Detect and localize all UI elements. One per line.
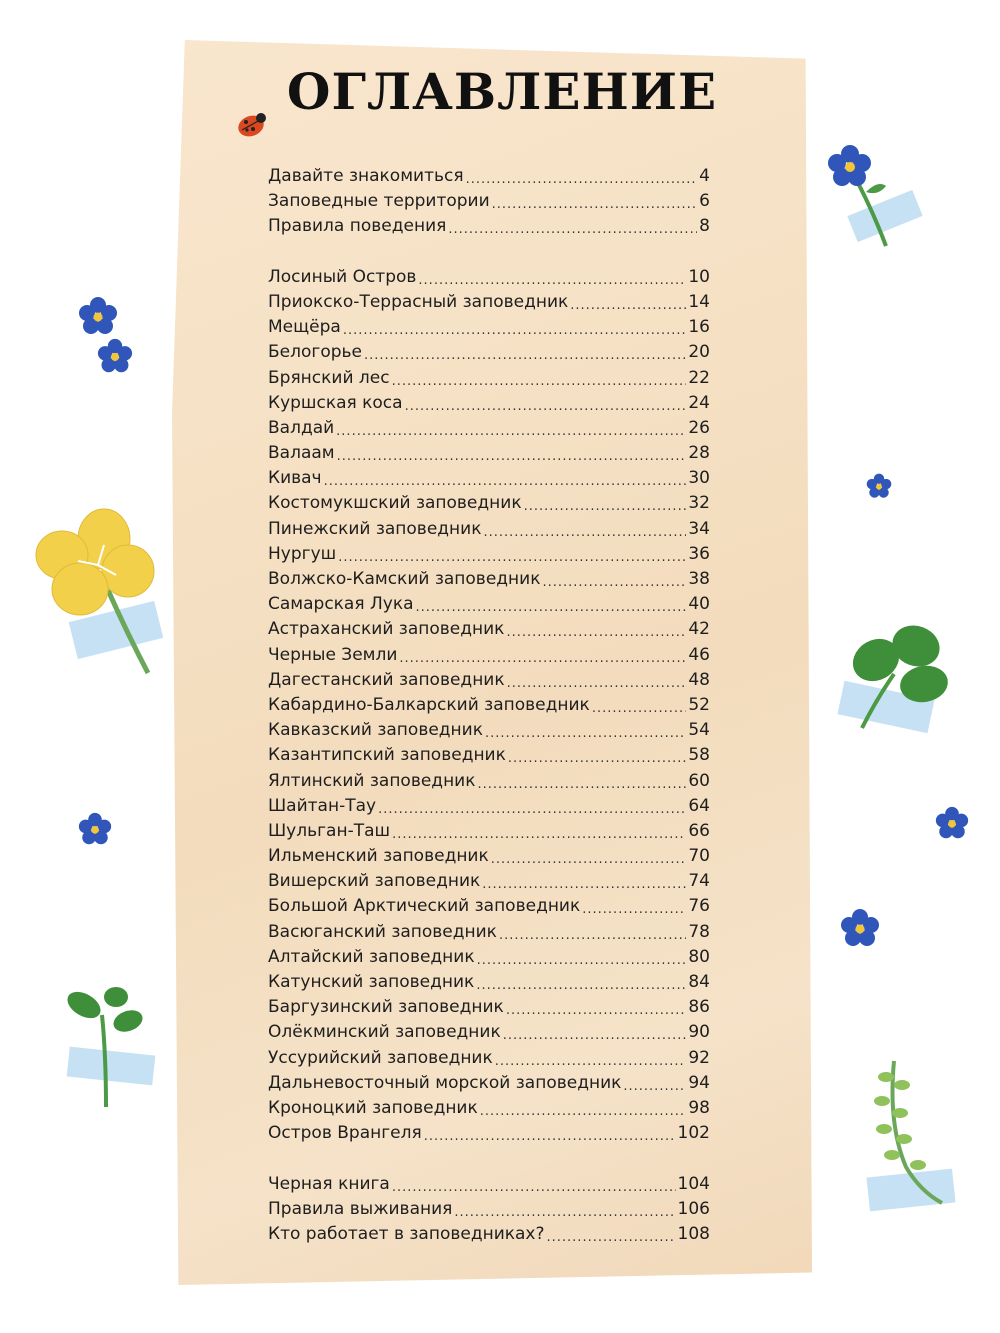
dot-leader [524, 500, 687, 517]
dot-leader [506, 1004, 687, 1021]
toc-entry-title: Алтайский заповедник [268, 946, 475, 967]
toc-entry-title: Шайтан-Тау [268, 795, 377, 816]
toc-entry-title: Мещёра [268, 317, 341, 338]
toc-entry-title: Заповедные территории [268, 191, 490, 212]
dot-leader [392, 828, 686, 845]
toc-entry[interactable] [268, 1123, 710, 1148]
toc-entry-title: Астраханский заповедник [268, 619, 505, 640]
dot-leader [343, 324, 687, 341]
dot-leader [485, 727, 686, 744]
toc-entry-page: 84 [688, 972, 710, 992]
toc-entry[interactable] [268, 720, 710, 745]
toc-entry[interactable] [268, 1199, 710, 1224]
dot-leader [506, 626, 686, 643]
toc-entry-title: Шульган-Таш [268, 820, 391, 841]
dot-leader [476, 979, 686, 996]
toc-entry[interactable] [268, 1048, 710, 1073]
toc-entry-title: Олёкминский заповедник [268, 1022, 501, 1043]
toc-entry-page: 90 [688, 1022, 710, 1043]
dot-leader [416, 601, 687, 618]
toc-entry-page: 74 [688, 871, 710, 892]
toc-entry-page: 36 [688, 543, 710, 564]
toc-entry-page: 92 [688, 1047, 710, 1068]
toc-entry-title: Васюганский заповедник [268, 921, 497, 942]
toc-entry-page: 28 [688, 443, 710, 464]
toc-entry-page: 104 [677, 1173, 710, 1194]
toc-entry[interactable] [268, 594, 710, 619]
dot-leader [492, 198, 698, 215]
page-title: ОГЛАВЛЕНИЕ [286, 62, 718, 121]
toc-entry-page: 94 [688, 1072, 710, 1093]
dot-leader [570, 299, 686, 316]
forget-me-not-stem-icon [822, 142, 926, 252]
section-gap [268, 1148, 710, 1173]
forget-me-not-icon [78, 296, 118, 336]
toc-entry[interactable] [268, 292, 710, 317]
dot-leader [542, 576, 686, 593]
dot-leader [482, 878, 686, 895]
toc-entry-page: 108 [677, 1223, 710, 1244]
toc-entry[interactable] [268, 393, 710, 418]
toc-entry-page: 64 [688, 795, 710, 816]
toc-entry-title: Катунский заповедник [268, 972, 475, 992]
toc-entry-title: Остров Врангеля [268, 1123, 422, 1144]
forget-me-not-icon [866, 472, 892, 500]
toc-entry[interactable] [268, 896, 710, 921]
toc-entry-title: Баргузинский заповедник [268, 997, 504, 1018]
toc-entry-page: 48 [688, 669, 710, 690]
toc-entry-page: 14 [688, 291, 710, 312]
toc-entry-title: Кавказский заповедник [268, 720, 483, 741]
toc-entry-page: 38 [688, 569, 710, 589]
toc-entry-page: 32 [688, 493, 710, 514]
toc-entry[interactable] [268, 493, 710, 518]
toc-entry-page: 42 [688, 619, 710, 640]
toc-entry-title: Дальневосточный морской заповедник [268, 1072, 622, 1093]
toc-entry[interactable] [268, 619, 710, 644]
table-of-contents [268, 166, 710, 1249]
toc-entry[interactable] [268, 972, 710, 997]
toc-entry-page: 6 [699, 191, 710, 212]
toc-entry-title: Правила поведения [268, 216, 447, 237]
toc-entry-title: Приокско-Террасный заповедник [268, 291, 569, 312]
toc-entry[interactable] [268, 468, 710, 493]
dot-leader [405, 400, 687, 417]
toc-entry-page: 76 [688, 896, 710, 917]
dot-leader [477, 954, 687, 971]
toc-entry-page: 80 [688, 946, 710, 967]
toc-entry-title: Давайте знакомиться [268, 166, 464, 186]
toc-entry-page: 52 [688, 694, 710, 715]
toc-entry-title: Пинежский заповедник [268, 518, 482, 539]
toc-entry-page: 22 [688, 367, 710, 388]
dot-leader [424, 1130, 676, 1147]
toc-entry[interactable] [268, 821, 710, 846]
toc-entry-page: 106 [677, 1198, 710, 1219]
toc-entry[interactable] [268, 745, 710, 770]
dot-leader [454, 1206, 675, 1223]
dot-leader [336, 425, 686, 442]
toc-entry[interactable] [268, 670, 710, 695]
toc-entry-title: Черные Земли [268, 644, 398, 665]
dot-leader [466, 173, 698, 190]
forget-me-not-icon [840, 908, 880, 948]
dot-leader [324, 475, 687, 492]
dot-leader [338, 551, 686, 568]
toc-entry-page: 16 [688, 317, 710, 338]
tape-icon [847, 190, 922, 242]
toc-entry[interactable] [268, 1174, 710, 1199]
toc-entry[interactable] [268, 1224, 710, 1249]
toc-entry-title: Большой Арктический заповедник [268, 896, 581, 917]
dot-leader [392, 375, 687, 392]
toc-entry[interactable] [268, 317, 710, 342]
dot-leader [582, 903, 686, 920]
toc-entry-title: Нургуш [268, 543, 337, 564]
toc-entry-title: Ильменский заповедник [268, 846, 489, 867]
forget-me-not-icon [935, 804, 969, 842]
toc-entry-title: Костомукшский заповедник [268, 493, 522, 514]
toc-entry[interactable] [268, 569, 710, 594]
section-gap [268, 242, 710, 267]
forget-me-not-icon [78, 811, 112, 847]
dot-leader [547, 1231, 676, 1248]
buttercup-icon [28, 505, 163, 680]
toc-entry[interactable] [268, 267, 710, 292]
sprout-icon [58, 985, 158, 1110]
toc-entry[interactable] [268, 166, 710, 191]
toc-entry-page: 70 [688, 846, 710, 867]
toc-entry-title: Ялтинский заповедник [268, 770, 476, 791]
toc-entry-title: Вишерский заповедник [268, 871, 481, 892]
twig-icon [858, 1055, 958, 1225]
toc-entry[interactable] [268, 695, 710, 720]
toc-entry-title: Кроноцкий заповедник [268, 1097, 478, 1118]
toc-entry-page: 86 [688, 997, 710, 1018]
toc-entry[interactable] [268, 796, 710, 821]
toc-entry-page: 98 [688, 1097, 710, 1118]
toc-entry-page: 4 [699, 166, 710, 186]
toc-entry[interactable] [268, 216, 710, 241]
clover-icon [832, 612, 962, 737]
toc-entry-title: Правила выживания [268, 1198, 453, 1219]
dot-leader [592, 702, 687, 719]
toc-entry[interactable] [268, 191, 710, 216]
toc-entry-page: 54 [688, 720, 710, 741]
toc-entry-title: Волжско-Камский заповедник [268, 569, 541, 589]
dot-leader [507, 677, 687, 694]
toc-entry-title: Кто работает в заповедниках? [268, 1223, 545, 1244]
dot-leader [480, 1105, 687, 1122]
toc-entry-page: 46 [688, 644, 710, 665]
toc-entry[interactable] [268, 771, 710, 796]
toc-entry[interactable] [268, 368, 710, 393]
toc-entry-page: 26 [688, 417, 710, 438]
toc-entry[interactable] [268, 1098, 710, 1123]
toc-entry[interactable] [268, 443, 710, 468]
toc-entry[interactable] [268, 418, 710, 443]
toc-entry-title: Валдай [268, 417, 335, 438]
dot-leader [623, 1080, 686, 1097]
toc-entry-title: Белогорье [268, 342, 362, 363]
toc-entry[interactable] [268, 1073, 710, 1098]
toc-entry[interactable] [268, 846, 710, 871]
toc-entry[interactable] [268, 997, 710, 1022]
dot-leader [448, 223, 697, 240]
toc-entry[interactable] [268, 544, 710, 569]
toc-entry-page: 34 [688, 518, 710, 539]
toc-entry[interactable] [268, 922, 710, 947]
toc-entry-title: Валаам [268, 443, 335, 464]
toc-entry[interactable] [268, 645, 710, 670]
toc-entry-page: 40 [688, 594, 710, 615]
dot-leader [483, 526, 686, 543]
toc-entry-page: 60 [688, 770, 710, 791]
toc-entry-page: 102 [677, 1123, 710, 1144]
toc-entry-page: 20 [688, 342, 710, 363]
toc-entry-title: Лосиный Остров [268, 266, 417, 287]
toc-entry-title: Кивач [268, 468, 322, 489]
dot-leader [392, 1181, 676, 1198]
dot-leader [337, 450, 687, 467]
toc-entry-title: Уссурийский заповедник [268, 1047, 493, 1068]
toc-entry[interactable] [268, 871, 710, 896]
dot-leader [399, 652, 686, 669]
dot-leader [508, 752, 686, 769]
toc-entry[interactable] [268, 1022, 710, 1047]
toc-entry-page: 78 [688, 921, 710, 942]
toc-entry-title: Черная книга [268, 1173, 390, 1194]
toc-entry[interactable] [268, 342, 710, 367]
dot-leader [491, 853, 687, 870]
dot-leader [478, 778, 687, 795]
dot-leader [503, 1029, 687, 1046]
toc-entry-title: Дагестанский заповедник [268, 669, 505, 690]
toc-entry-page: 30 [688, 468, 710, 489]
dot-leader [364, 349, 686, 366]
forget-me-not-icon [97, 336, 133, 376]
toc-entry-page: 10 [688, 266, 710, 287]
toc-entry-page: 8 [699, 216, 710, 237]
dot-leader [378, 803, 686, 820]
toc-entry-page: 66 [688, 820, 710, 841]
tape-icon [67, 1047, 156, 1086]
dot-leader [418, 274, 686, 291]
toc-entry-title: Казантипский заповедник [268, 745, 506, 766]
toc-entry-title: Брянский лес [268, 367, 390, 388]
toc-entry[interactable] [268, 947, 710, 972]
dot-leader [495, 1055, 687, 1072]
ladybug-icon [233, 110, 269, 138]
toc-entry-page: 58 [688, 745, 710, 766]
toc-entry-title: Кабардино-Балкарский заповедник [268, 694, 590, 715]
dot-leader [499, 929, 686, 946]
toc-entry[interactable] [268, 519, 710, 544]
toc-entry-title: Куршская коса [268, 392, 403, 413]
toc-entry-title: Самарская Лука [268, 594, 414, 615]
toc-entry-page: 24 [688, 392, 710, 413]
